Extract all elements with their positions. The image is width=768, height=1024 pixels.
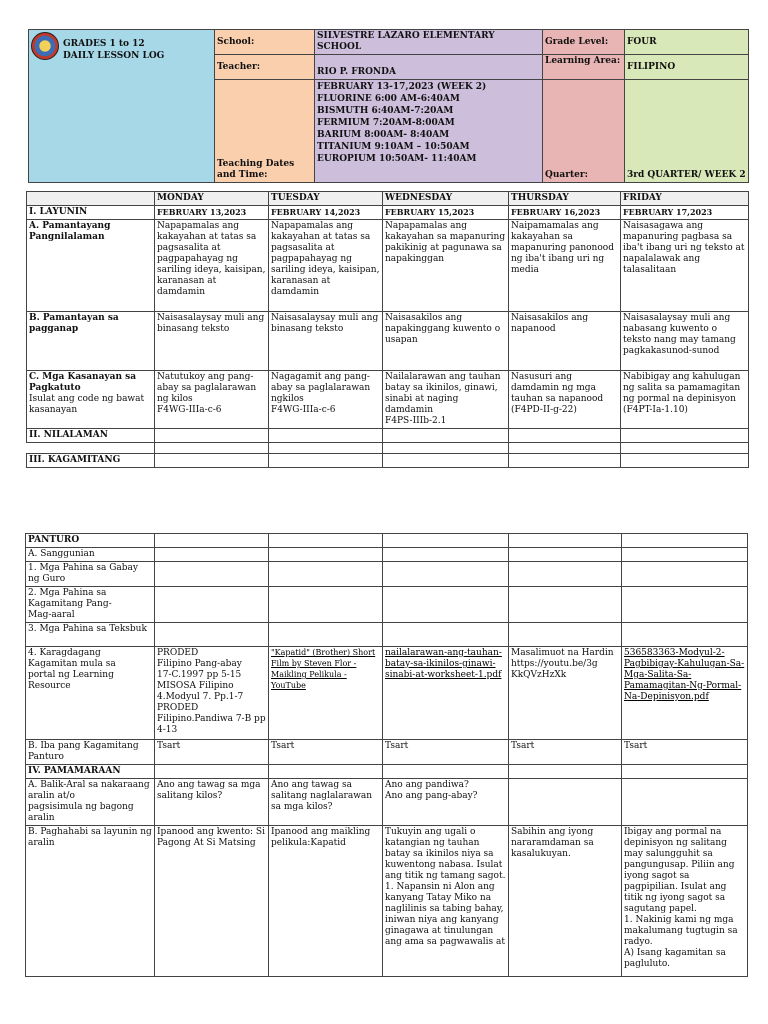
day-tuesday: TUESDAY xyxy=(269,192,383,206)
panturo-table xyxy=(25,533,748,977)
karagdagang-kagamitan-label: 4. Karagdagang Kagamitan mula sa portal ng Learning Resource xyxy=(26,647,155,740)
area-value: FILIPINO xyxy=(625,55,749,80)
table-cell: Masalimuot na Hardin https://youtu.be/3g KkQVzHzXk xyxy=(509,647,622,740)
table-cell: Naisasakilos ang napanood xyxy=(509,312,621,371)
date-tuesday: FEBRUARY 14,2023 xyxy=(269,206,383,220)
table-cell: Ano ang pandiwa? Ano ang pang-abay? xyxy=(383,779,509,826)
table-cell: Ipanood ang kwento: Si Pagong At Si Matsing xyxy=(155,826,269,977)
table-cell: Napapamalas ang kakayahan sa mapanuring pakikinig at pagunawa sa napakinggan xyxy=(383,220,509,312)
kagamitang-label: III. KAGAMITANG xyxy=(27,454,155,468)
grade-label: Grade Level: xyxy=(543,30,625,55)
table-cell: Nabibigay ang kahulugan ng salita sa pamamagitan ng pormal na depinisyon (F4PT-Ia-1.10) xyxy=(621,371,749,429)
school-label: School: xyxy=(215,30,315,55)
table-cell: Naipamamalas ang kakayahan sa mapanuring panonood ng iba't ibang uri ng media xyxy=(509,220,621,312)
table-cell: Nasusuri ang damdamin ng mga tauhan sa napanood (F4PD-II-g-22) xyxy=(509,371,621,429)
date-friday: FEBRUARY 17,2023 xyxy=(621,206,749,220)
table-cell: Naisasalaysay muli ang binasang teksto xyxy=(155,312,269,371)
teacher-value: RIO P. FRONDA xyxy=(315,55,543,80)
kasanayan-sublabel: Isulat ang code ng bawat kasanayan xyxy=(29,394,145,415)
table-cell-link[interactable] xyxy=(622,647,748,740)
table-cell: Ipanood ang maikling pelikula:Kapatid xyxy=(269,826,383,977)
table-cell-link[interactable] xyxy=(269,647,383,740)
table-cell: Naisasakilos ang napakinggang kuwento o usapan xyxy=(383,312,509,371)
table-cell: Ano ang tawag sa salitang naglalarawan sa mga kilos? xyxy=(269,779,383,826)
table-cell: Naisasalaysay muli ang binasang teksto xyxy=(269,312,383,371)
table-cell: Nailalarawan ang tauhan batay sa ikinilos, ginawi, sinabi at naging damdamin F4PS-IIIb-2.1 xyxy=(383,371,509,429)
table-cell: Napapamalas ang kakayahan at tatas sa pagsasalita at pagpapahayag ng sariling ideya, kaisipan, karanasan at damdamin xyxy=(155,220,269,312)
school-value: SILVESTRE LAZARO ELEMENTARY SCHOOL xyxy=(315,30,543,55)
dates-value: FEBRUARY 13-17,2023 (WEEK 2) FLUORINE 6:00 AM-6:40AM BISMUTH 6:40AM-7:20AM FERMIUM 7:20AM-8:00AM BARIUM 8:00AM- 8:40AM TITANIUM 9:10AM – 10:50AM EUROPIUM 10:50AM- 11:40AM xyxy=(315,80,543,183)
modyul-link[interactable]: 536583363-Modyul-2-Pagbibigay-Kahulugan-Sa-Mga-Salita-Sa-Pamamagitan-Ng-Pormal-Na-Depinisyon.pdf xyxy=(624,648,745,702)
pamantayang-pangnilalaman-label: A. Pamantayang Pangnilalaman xyxy=(27,220,155,312)
table-cell: Napapamalas ang kakayahan at tatas sa pagsasalita at pagpapahayag ng sariling ideya, kaisipan, karanasan at damdamin xyxy=(269,220,383,312)
date-wednesday: FEBRUARY 15,2023 xyxy=(383,206,509,220)
table-cell: Tukuyin ang ugali o katangian ng tauhan batay sa ikinilos niya sa kuwentong nabasa. Isulat ang titik ng tamang sagot. 1. Napansin ni Alon ang kanyang Tatay Miko na naglilinis sa tabing bahay, iniwan niya ang kanyang ginagawa at tinulungan ang ama sa pagwawalis at xyxy=(383,826,509,977)
table-cell: Naisasalaysay muli ang nabasang kuwento o teksto nang may tamang pagkakasunod-sunod xyxy=(621,312,749,371)
layunin-label: I. LAYUNIN xyxy=(27,206,155,220)
youtube-link[interactable]: "Kapatid" (Brother) Short Film by Steven Flor - Maikling Pelikula - YouTube xyxy=(271,648,376,690)
header-title-cell xyxy=(29,30,215,183)
paghahabi-label: B. Paghahabi sa layunin ng aralin xyxy=(26,826,155,977)
table-cell xyxy=(622,779,748,826)
days-blank xyxy=(27,192,155,206)
day-monday: MONDAY xyxy=(155,192,269,206)
deped-seal-icon xyxy=(31,32,59,60)
quarter-value: 3rd QUARTER/ WEEK 2 xyxy=(625,80,749,183)
date-thursday: FEBRUARY 16,2023 xyxy=(509,206,621,220)
panturo-label: PANTURO xyxy=(26,534,155,548)
table-cell: Tsart xyxy=(269,740,383,765)
header-title-line2: DAILY LESSON LOG xyxy=(63,51,165,61)
table-cell: Natutukoy ang pang-abay sa paglalarawan ng kilos F4WG-IIIa-c-6 xyxy=(155,371,269,429)
table-cell-link[interactable] xyxy=(383,647,509,740)
teksbuk-label: 3. Mga Pahina sa Teksbuk xyxy=(26,623,155,647)
sanggunian-label: A. Sanggunian xyxy=(26,548,155,562)
table-cell: Tsart xyxy=(622,740,748,765)
table-cell: Tsart xyxy=(155,740,269,765)
table-cell: Naisasagawa ang mapanuring pagbasa sa iba't ibang uri ng teksto at napalalawak ang talasalitaan xyxy=(621,220,749,312)
table-cell: Ano ang tawag sa mga salitang kilos? xyxy=(155,779,269,826)
grade-value: FOUR xyxy=(625,30,749,55)
table-cell: Sabihin ang iyong nararamdaman sa kasalukuyan. xyxy=(509,826,622,977)
table-cell: PRODED Filipino Pang-abay 17-C.1997 pp 5-15 MISOSA Filipino 4.Modyul 7. Pp.1-7 PRODED Filipino.Pandiwa 7-B pp 4-13 xyxy=(155,647,269,740)
table-cell: Nagagamit ang pang-abay sa paglalarawan ngkilos F4WG-IIIa-c-6 xyxy=(269,371,383,429)
header-table xyxy=(28,29,749,183)
pamantayan-pagganap-label: B. Pamantayan sa pagganap xyxy=(27,312,155,371)
worksheet-link[interactable]: nailalarawan-ang-tauhan-batay-sa-ikinilos-ginawi-sinabi-at-worksheet-1.pdf xyxy=(385,648,502,680)
header-title-line1: GRADES 1 to 12 xyxy=(63,39,145,49)
area-label: Learning Area: xyxy=(543,55,625,80)
pamamaraan-label: IV. PAMAMARAAN xyxy=(26,765,155,779)
date-monday: FEBRUARY 13,2023 xyxy=(155,206,269,220)
kagamitang-mag-aaral-label: 2. Mga Pahina sa Kagamitang Pang- Mag-aaral xyxy=(26,587,155,623)
teacher-label: Teacher: xyxy=(215,55,315,80)
day-thursday: THURSDAY xyxy=(509,192,621,206)
gabay-guro-label: 1. Mga Pahina sa Gabay ng Guro xyxy=(26,562,155,587)
table-cell: Ibigay ang pormal na depinisyon ng salitang may salungguhit sa pangungusap. Piliin ang iyong sagot sa pagpipilian. Isulat ang titik ng iyong sagot sa sagutang papel. 1. Nakinig kami ng mga makalumang tugtugin sa radyo. A) Isang kagamitan sa pagluluto. xyxy=(622,826,748,977)
kasanayan-label: C. Mga Kasanayan sa Pagkatuto xyxy=(29,372,137,393)
layunin-table xyxy=(26,191,749,468)
dates-label: Teaching Dates and Time: xyxy=(215,80,315,183)
day-wednesday: WEDNESDAY xyxy=(383,192,509,206)
table-cell: Tsart xyxy=(383,740,509,765)
table-cell: Tsart xyxy=(509,740,622,765)
nilalaman-label: II. NILALAMAN xyxy=(27,429,155,443)
iba-pang-kagamitan-label: B. Iba pang Kagamitang Panturo xyxy=(26,740,155,765)
balik-aral-label: A. Balik-Aral sa nakaraang aralin at/o pagsisimula ng bagong aralin xyxy=(26,779,155,826)
quarter-label: Quarter: xyxy=(543,80,625,183)
table-cell xyxy=(509,779,622,826)
kasanayan-label-cell xyxy=(27,371,155,429)
day-friday: FRIDAY xyxy=(621,192,749,206)
